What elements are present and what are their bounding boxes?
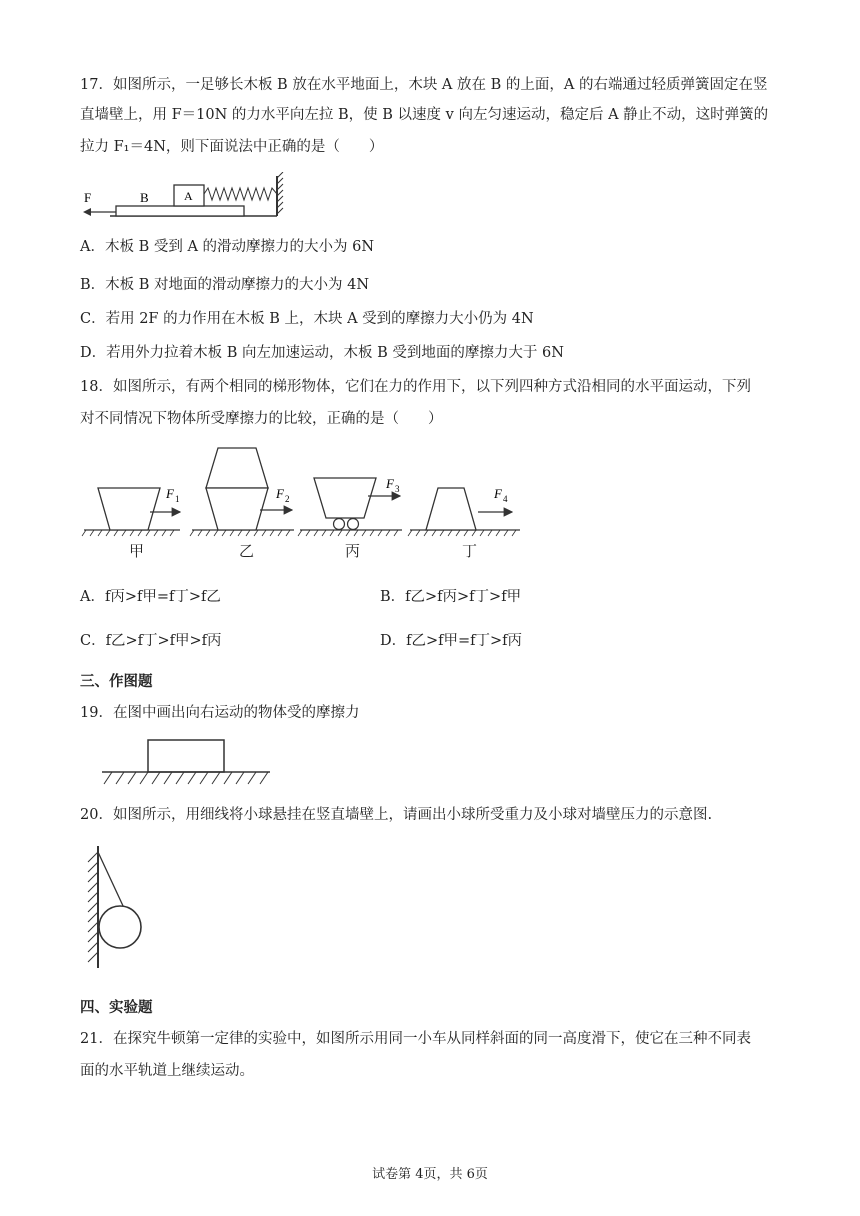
ball: [99, 906, 141, 948]
svg-text:2: 2: [285, 494, 290, 504]
q21-line1: 21．在探究牛顿第一定律的实验中，如图所示用同一小车从同样斜面的同一高度滑下，使它在三种不同表: [80, 1031, 751, 1047]
q18-line1: 18．如图所示，有两个相同的梯形物体，它们在力的作用下，以下列四种方式沿相同的水平面运动，下列: [80, 379, 751, 395]
section-4-heading: 四、实验题: [80, 1000, 153, 1016]
force-arrow-head: [83, 208, 91, 216]
case-ding: [408, 486, 520, 536]
caption-yi: 乙: [239, 542, 255, 560]
q17-option-c: C．若用 2F 的力作用在木板 B 上，木块 A 受到的摩擦力大小仍为 4N: [80, 311, 534, 327]
label-a: A: [184, 189, 193, 203]
label-b: B: [140, 190, 149, 205]
svg-text:1: 1: [175, 494, 180, 504]
q20-figure: [84, 842, 148, 974]
q18-option-b: B．f乙>f丙>f丁>f甲: [380, 589, 522, 605]
q17-line3: 拉力 F₁＝4N，则下面说法中正确的是（ ）: [80, 139, 384, 155]
page-footer: 试卷第 4页，共 6页: [372, 1167, 488, 1182]
string: [98, 852, 124, 908]
board-b: [116, 206, 244, 216]
block: [148, 740, 224, 772]
svg-text:3: 3: [395, 484, 400, 494]
q18-option-a: A．f丙>f甲=f丁>f乙: [80, 589, 221, 605]
caption-ding: 丁: [462, 542, 478, 560]
q21-line2: 面的水平轨道上继续运动。: [80, 1063, 254, 1079]
q17-option-b: B．木板 B 对地面的滑动摩擦力的大小为 4N: [80, 277, 370, 293]
q18-option-c: C．f乙>f丁>f甲>f丙: [80, 633, 222, 649]
svg-text:F: F: [494, 486, 502, 501]
svg-text:4: 4: [503, 494, 508, 504]
caption-bing: 丙: [345, 542, 361, 560]
svg-text:F: F: [276, 486, 284, 501]
q17-option-a: A．木板 B 受到 A 的滑动摩擦力的大小为 6N: [80, 239, 375, 255]
section-3-heading: 三、作图题: [80, 674, 153, 690]
q17-option-d: D．若用外力拉着木板 B 向左加速运动，木板 B 受到地面的摩擦力大于 6N: [80, 345, 564, 361]
q19-figure: [98, 736, 276, 790]
case-yi: [190, 448, 294, 536]
q18-line2: 对不同情况下物体所受摩擦力的比较，正确的是（ ）: [80, 411, 443, 427]
spring: [204, 188, 277, 200]
q20-text: 20．如图所示，用细线将小球悬挂在竖直墙壁上，请画出小球所受重力及小球对墙壁压力的示意图.: [80, 807, 713, 823]
case-jia: [82, 486, 180, 536]
q19-text: 19．在图中画出向右运动的物体受的摩擦力: [80, 705, 360, 721]
case-bing: [298, 476, 402, 536]
q17-figure: [80, 172, 290, 224]
q18-option-d: D．f乙>f甲=f丁>f丙: [380, 633, 523, 649]
svg-text:F: F: [166, 486, 174, 501]
q17-line1: 17．如图所示，一足够长木板 B 放在水平地面上，木块 A 放在 B 的上面，A 的右端通过轻质弹簧固定在竖: [80, 77, 768, 93]
q17-line2: 直墙壁上，用 F＝10N 的力水平向左拉 B，使 B 以速度 v 向左匀速运动，稳定后 A 静止不动，这时弹簧的: [80, 107, 769, 123]
svg-text:F: F: [386, 476, 394, 491]
caption-jia: 甲: [129, 542, 145, 560]
label-f: F: [84, 190, 92, 205]
